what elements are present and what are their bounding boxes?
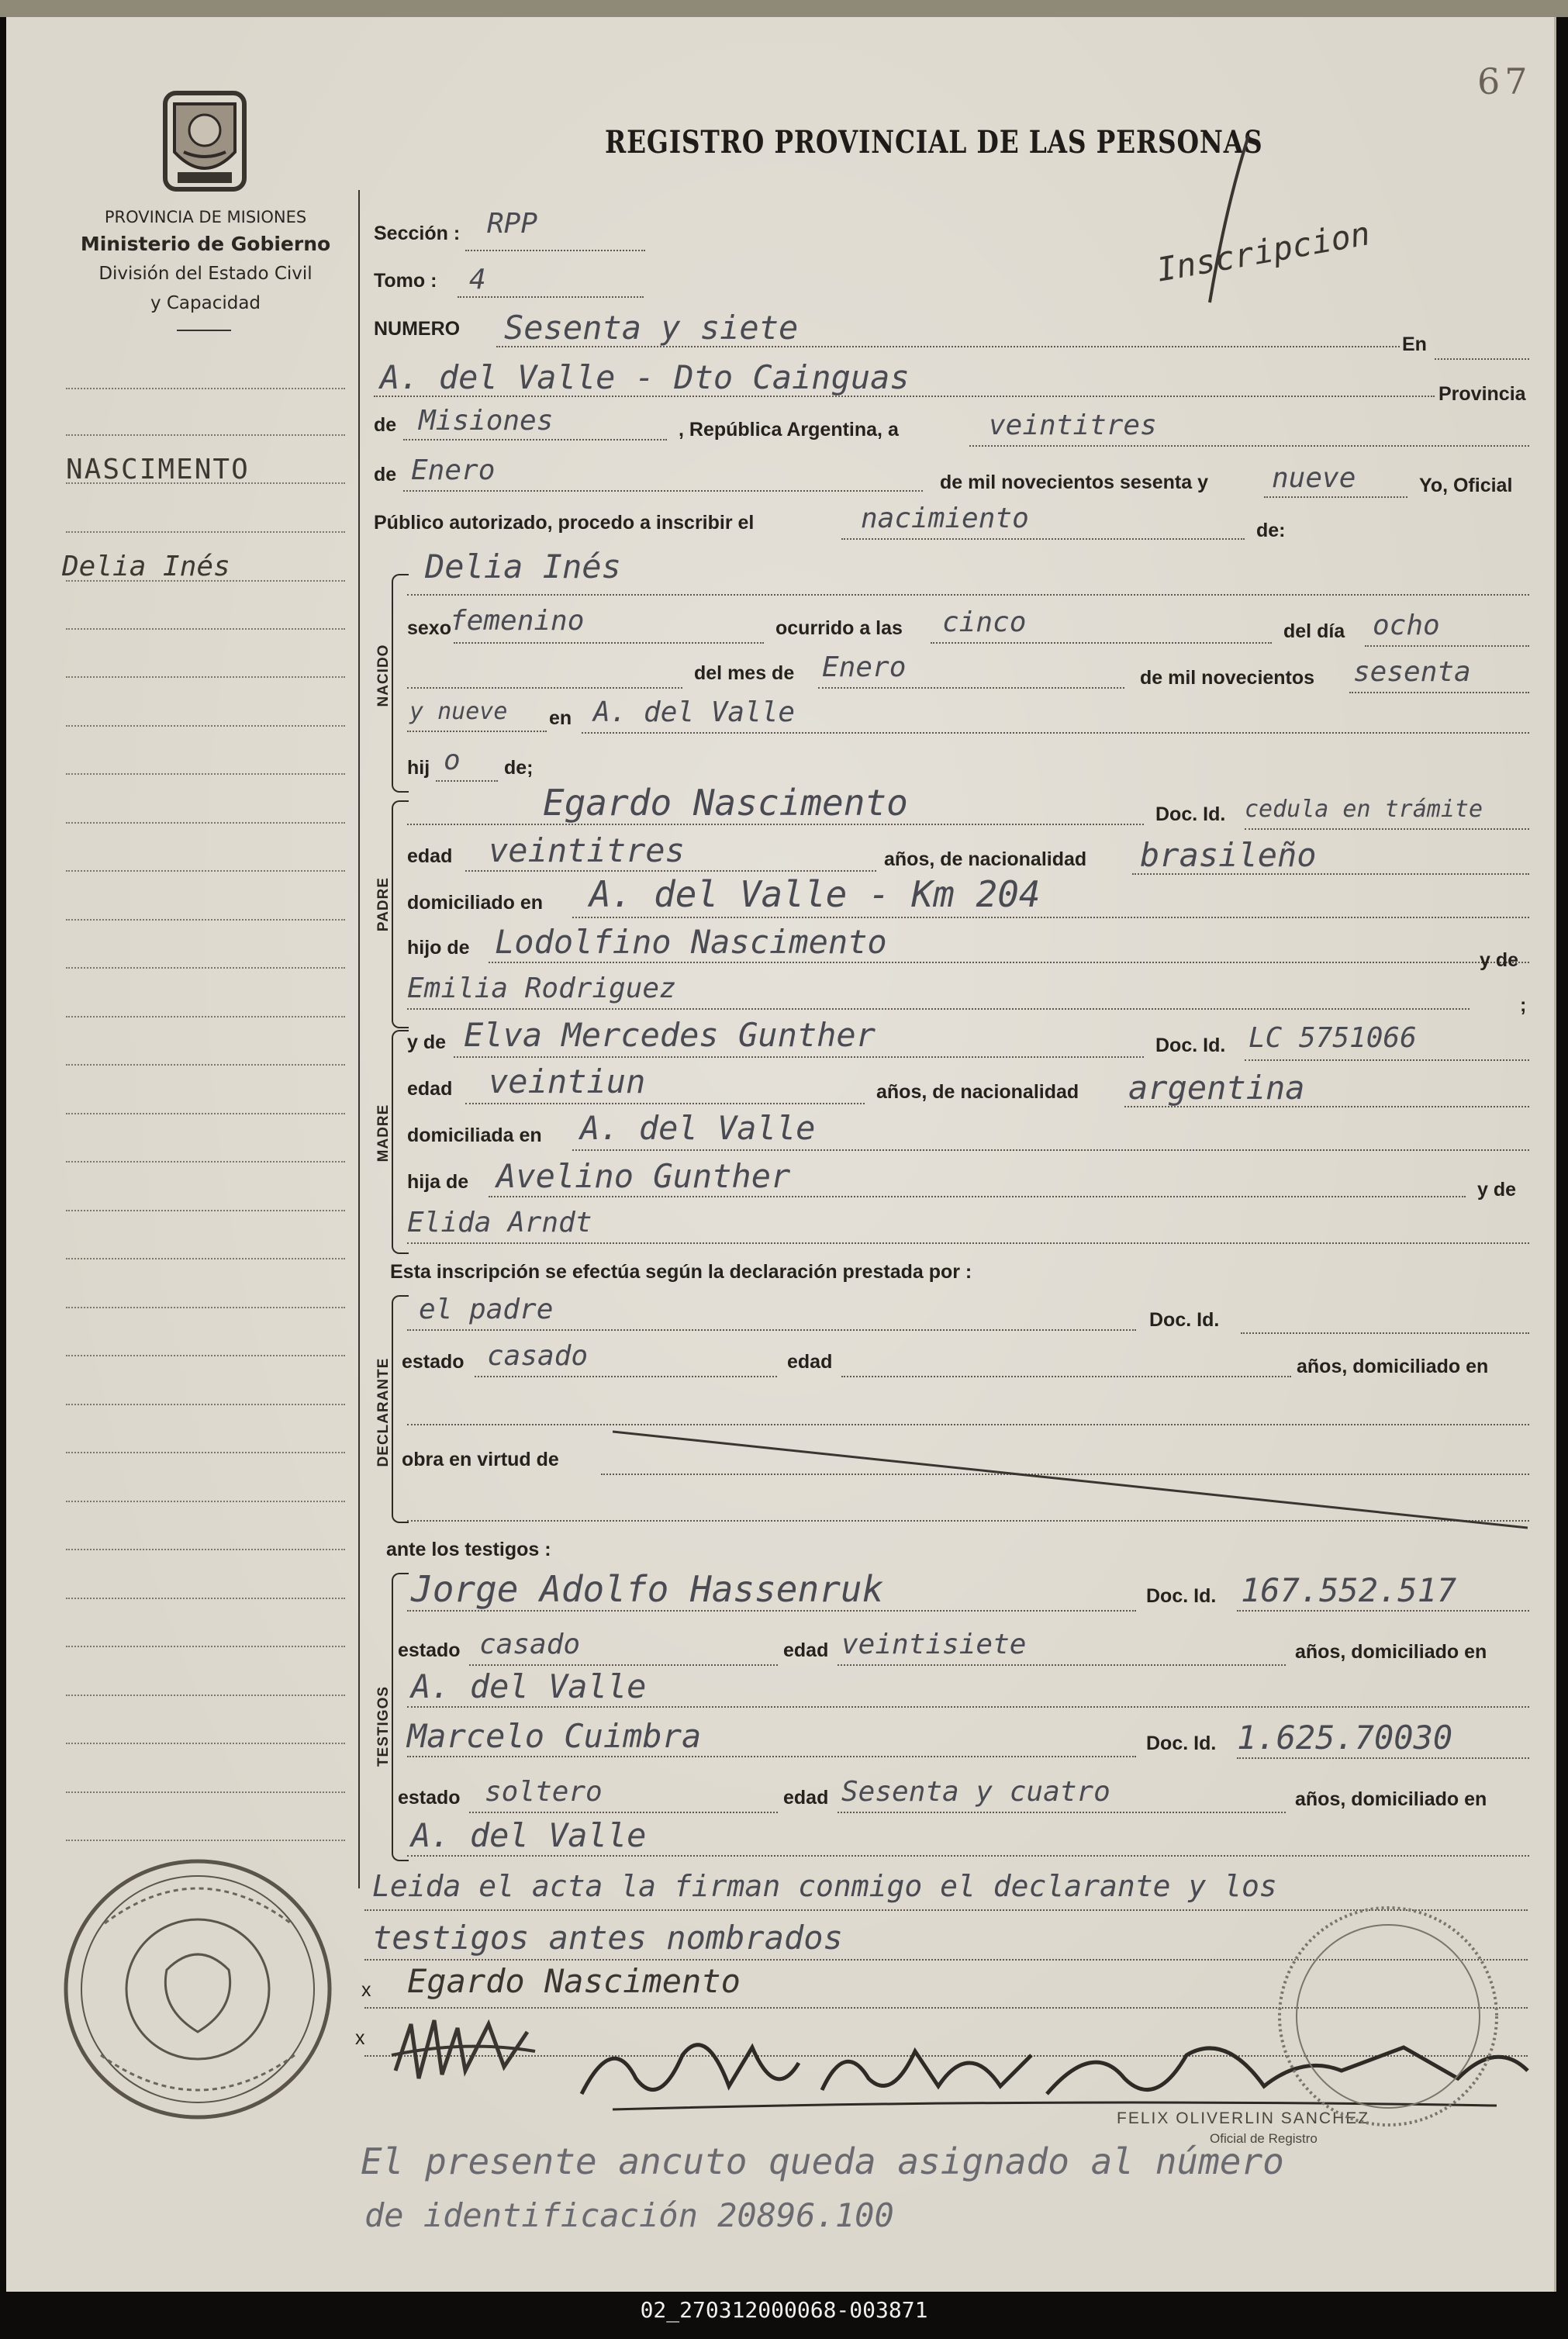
t2-estado-line (469, 1812, 778, 1813)
birth-year-line (1349, 692, 1529, 693)
padre-semicolon: ; (1520, 994, 1527, 1016)
mark-x-1: x (361, 1979, 371, 2001)
year-line (1264, 496, 1407, 498)
margin-rule (66, 1549, 345, 1550)
de-label-2: de (374, 464, 397, 485)
declarante-obra-label: obra en virtud de (402, 1449, 559, 1470)
margin-rule (66, 1064, 345, 1066)
margin-rule (66, 1258, 345, 1259)
madre-yde-label: y de (407, 1031, 447, 1053)
closing-text-2: testigos antes nombrados (372, 1919, 843, 1957)
t2-dom-line (407, 1855, 1529, 1857)
t1-doc-value: 167.552.517 (1241, 1571, 1457, 1609)
madre-dom-line (572, 1149, 1529, 1151)
t2-estado-label: estado (398, 1787, 461, 1809)
declarante-section-label: DECLARANTE (375, 1357, 392, 1467)
day-line (969, 445, 1529, 447)
madre-doc-label: Doc. Id. (1155, 1035, 1226, 1056)
margin-rule (66, 434, 345, 436)
declarante-bracket (392, 1295, 409, 1523)
t1-estado-label: estado (398, 1639, 461, 1661)
margin-rule (66, 1404, 345, 1405)
year-cont-line (407, 731, 547, 732)
numero-label: NUMERO (374, 318, 461, 340)
hour-value: cinco (942, 606, 1027, 638)
madre-name-line (454, 1056, 1144, 1058)
seccion-label: Sección : (374, 223, 461, 244)
padre-father-value: Lodolfino Nascimento (495, 923, 887, 961)
madre-edad-value: veintiun (489, 1062, 646, 1100)
cancel-stroke (613, 1425, 1528, 1534)
padre-father-line (489, 962, 1529, 963)
nacido-name-value: Delia Inés (425, 548, 621, 586)
madre-edad-line (465, 1103, 865, 1104)
padre-yde-label: y de (1480, 949, 1519, 971)
t2-doc-value: 1.625.70030 (1237, 1719, 1453, 1757)
margin-rule (66, 822, 345, 824)
madre-edad-label: edad (407, 1078, 453, 1100)
birth-place-value: A. del Valle (593, 696, 796, 728)
t1-name-value: Jorge Adolfo Hassenruk (411, 1568, 884, 1610)
margin-rule (66, 1598, 345, 1599)
padre-doc-label: Doc. Id. (1155, 803, 1226, 825)
seccion-line (465, 250, 645, 251)
padre-nac-value: brasileño (1140, 836, 1317, 874)
madre-nac-label: años, de nacionalidad (876, 1081, 1079, 1103)
month-line (403, 490, 923, 492)
t1-anos-label: años, domiciliado en (1295, 1641, 1487, 1663)
hij-label: hij (407, 757, 430, 779)
margin-name: Delia Inés (62, 551, 230, 582)
madre-doc-value: LC 5751066 (1249, 1022, 1417, 1054)
tomo-value: 4 (469, 264, 486, 295)
margin-rule (66, 1743, 345, 1744)
hij-line (436, 780, 498, 782)
padre-mother-line (407, 1008, 1470, 1010)
padre-dom-label: domiciliado en (407, 892, 544, 914)
month-value: Enero (411, 454, 496, 486)
sexo-line (454, 642, 764, 644)
birth-year-value: sesenta (1353, 656, 1471, 688)
margin-rule (66, 531, 345, 533)
letterhead-province: PROVINCIA DE MISIONES (104, 208, 307, 226)
t2-name-line (407, 1756, 1136, 1757)
witness-signature-mark (388, 2009, 543, 2094)
year-text-label: de mil novecientos sesenta y (940, 472, 1208, 493)
declarante-edad-line (841, 1376, 1291, 1377)
de-colon-label: de: (1256, 520, 1286, 541)
en-line (1435, 358, 1529, 360)
margin-rule (66, 1646, 345, 1647)
madre-section-label: MADRE (375, 1104, 392, 1163)
padre-doc-value: cedula en trámite (1245, 796, 1483, 823)
padre-section-label: PADRE (375, 876, 392, 932)
letterhead-division: División del Estado Civil (98, 264, 313, 284)
padre-dom-line (572, 917, 1529, 918)
margin-rule (66, 1501, 345, 1502)
tomo-line (458, 296, 644, 298)
declarante-estado-line (475, 1376, 777, 1377)
letterhead-rule (177, 330, 231, 331)
sexo-value: femenino (450, 605, 585, 637)
madre-bracket (392, 1030, 409, 1254)
madre-hija-label: hija de (407, 1171, 469, 1193)
madre-dom-value: A. del Valle (580, 1109, 816, 1147)
letterhead-ministry: Ministerio de Gobierno (80, 233, 331, 255)
madre-doc-line (1245, 1059, 1529, 1061)
mark-x-2: x (355, 2027, 365, 2049)
birth-year-cont-value: y nueve (409, 698, 508, 725)
margin-rule (66, 388, 345, 389)
hour-line (931, 642, 1272, 644)
birth-place-line (582, 732, 1529, 734)
annotation-stroke (1194, 132, 1264, 310)
padre-edad-line (465, 870, 876, 872)
t1-name-line (407, 1610, 1136, 1612)
blank-line (407, 687, 682, 689)
closing-text-1: Leida el acta la firman conmigo el declarante y los (372, 1869, 1277, 1903)
declarante-edad-label: edad (787, 1351, 833, 1373)
padre-hijo-label: hijo de (407, 937, 470, 959)
t2-edad-label: edad (783, 1787, 829, 1809)
margin-rule (66, 1695, 345, 1696)
place-value: A. del Valle - Dto Cainguas (380, 358, 910, 396)
t2-edad-value: Sesenta y cuatro (841, 1776, 1110, 1808)
annotation-top-right: Inscripcion (1153, 214, 1373, 289)
provincia-label: Provincia (1438, 383, 1526, 405)
birth-day-line (1365, 645, 1529, 647)
margin-rule (66, 676, 345, 678)
del-mes-label: del mes de (694, 662, 795, 684)
madre-dom-label: domiciliada en (407, 1125, 542, 1146)
official-seal (1272, 1900, 1504, 2133)
declarante-doc-line (1241, 1332, 1529, 1334)
margin-rule (66, 628, 345, 630)
hij-value: o (444, 745, 461, 776)
province-line (403, 439, 667, 441)
de-label: de (374, 414, 397, 436)
letterhead-capacity: y Capacidad (150, 293, 261, 313)
declarante-intro: Esta inscripción se efectúa según la declaración prestada por : (390, 1261, 972, 1283)
t1-estado-value: casado (479, 1629, 581, 1660)
margin-rule (66, 1210, 345, 1211)
birth-month-value: Enero (822, 651, 907, 683)
declarante-estado-value: casado (487, 1340, 589, 1372)
margin-rule (66, 1791, 345, 1793)
sexo-label: sexo (407, 617, 451, 639)
madre-father-value: Avelino Gunther (496, 1157, 791, 1195)
madre-name-value: Elva Mercedes Gunther (464, 1016, 876, 1054)
declarante-estado-label: estado (402, 1351, 465, 1373)
scan-file-code: 02_270312000068-003871 (640, 2297, 928, 2323)
t2-anos-label: años, domiciliado en (1295, 1788, 1487, 1810)
binding-edge (0, 0, 1568, 17)
republica-label: , República Argentina, a (679, 419, 899, 441)
note-line-2: de identificación 20896.100 (364, 2196, 894, 2234)
act-line (841, 538, 1245, 540)
t1-doc-line (1237, 1610, 1529, 1612)
official-title-stamp: Oficial de Registro (1210, 2131, 1318, 2146)
t2-estado-value: soltero (485, 1776, 603, 1808)
madre-mother-line (407, 1242, 1529, 1244)
margin-rule (66, 870, 345, 872)
margin-rule (66, 1016, 345, 1017)
t2-edad-line (838, 1812, 1286, 1813)
t1-edad-label: edad (783, 1639, 829, 1661)
declarante-anos-label: años, domiciliado en (1297, 1356, 1489, 1377)
testigos-section-label: TESTIGOS (375, 1685, 392, 1767)
official-name-stamp: FELIX OLIVERLIN SANCHEZ (1117, 2109, 1370, 2127)
padre-name-line (407, 824, 1144, 825)
en-label: En (1402, 333, 1427, 355)
ocurrido-label: ocurrido a las (775, 617, 903, 639)
birth-month-line (818, 687, 1124, 689)
province-value: Misiones (419, 405, 554, 437)
tomo-label: Tomo : (374, 270, 437, 292)
oficial-label: Yo, Oficial (1419, 475, 1513, 496)
act-value: nacimiento (861, 503, 1029, 534)
margin-rule (66, 1840, 345, 1841)
nacido-section-label: NACIDO (375, 644, 392, 707)
margin-rule (66, 1113, 345, 1114)
mil-label: de mil novecientos (1140, 667, 1315, 689)
nacido-bracket (392, 574, 409, 793)
margin-divider (358, 190, 360, 1888)
declarante-signature: Egardo Nascimento (407, 1962, 741, 2000)
numero-value: Sesenta y siete (504, 309, 799, 347)
madre-father-line (489, 1196, 1466, 1197)
declarante-name-value: el padre (419, 1294, 554, 1325)
margin-rule (66, 725, 345, 727)
t1-edad-line (838, 1664, 1286, 1666)
birth-day-value: ocho (1373, 610, 1440, 641)
del-dia-label: del día (1283, 620, 1345, 642)
margin-rule (66, 1161, 345, 1163)
t1-edad-value: veintisiete (841, 1629, 1027, 1660)
seccion-value: RPP (487, 208, 538, 240)
testigos-intro: ante los testigos : (386, 1539, 551, 1560)
registry-seal (58, 1854, 337, 2125)
declarante-doc-label: Doc. Id. (1149, 1309, 1220, 1331)
t2-name-value: Marcelo Cuimbra (407, 1717, 702, 1755)
nacido-name-line (407, 594, 1529, 596)
t1-estado-line (469, 1664, 778, 1666)
note-line-1: El presente ancuto queda asignado al número (361, 2140, 1284, 2182)
t2-doc-line (1237, 1757, 1529, 1759)
padre-bracket (392, 800, 409, 1028)
padre-dom-value: A. del Valle - Km 204 (589, 873, 1041, 915)
provincial-crest-logo (151, 87, 258, 195)
page-number: 67 (1477, 60, 1532, 102)
margin-rule (66, 773, 345, 775)
padre-doc-line (1245, 828, 1529, 830)
madre-nac-value: argentina (1128, 1069, 1305, 1107)
margin-rule (66, 1355, 345, 1356)
t2-dom-value: A. del Valle (411, 1816, 647, 1854)
madre-yde2-label: y de (1477, 1179, 1517, 1201)
document-title: REGISTRO PROVINCIAL DE LAS PERSONAS (605, 124, 1263, 161)
declarante-name-line (407, 1329, 1136, 1331)
margin-rule (66, 1452, 345, 1453)
padre-edad-label: edad (407, 845, 453, 867)
padre-edad-value: veintitres (489, 831, 685, 869)
testigos-bracket (392, 1573, 409, 1861)
padre-nac-label: años, de nacionalidad (884, 848, 1087, 870)
t1-dom-line (407, 1706, 1529, 1708)
padre-name-value: Egardo Nascimento (543, 782, 908, 824)
margin-rule (66, 967, 345, 969)
publico-label: Público autorizado, procedo a inscribir el (374, 512, 755, 534)
padre-mother-value: Emilia Rodriguez (407, 973, 676, 1004)
t1-dom-value: A. del Valle (411, 1667, 647, 1705)
t1-doc-label: Doc. Id. (1146, 1585, 1217, 1607)
madre-mother-value: Elida Arndt (407, 1207, 592, 1239)
margin-rule (66, 1307, 345, 1308)
hij-de-label: de; (504, 757, 534, 779)
margin-act-type: NASCIMENTO (66, 454, 250, 485)
birth-en-label: en (549, 707, 572, 729)
margin-rule (66, 919, 345, 921)
year-value: nueve (1272, 462, 1356, 494)
day-value: veintitres (989, 409, 1157, 441)
t2-doc-label: Doc. Id. (1146, 1733, 1217, 1754)
